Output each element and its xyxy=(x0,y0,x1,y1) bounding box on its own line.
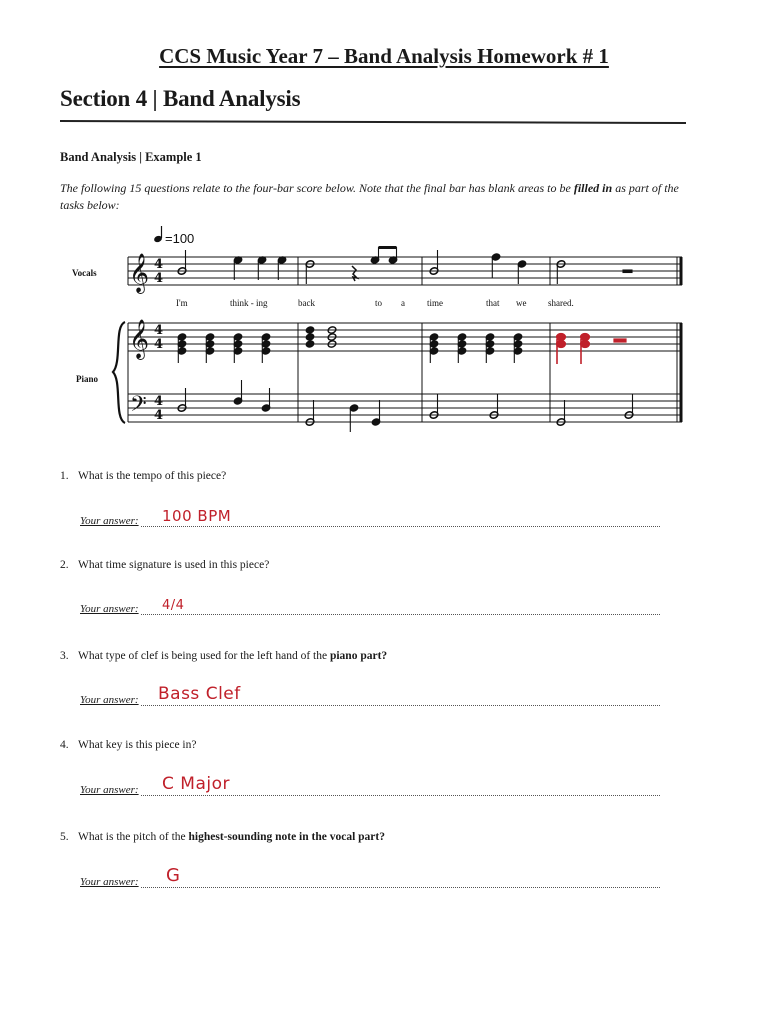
answer-line xyxy=(80,887,660,888)
answer-line xyxy=(80,795,660,796)
answer-line xyxy=(80,705,660,706)
svg-text:4: 4 xyxy=(154,323,164,338)
svg-text:4: 4 xyxy=(154,394,164,409)
answer-row-1[interactable] xyxy=(80,509,660,529)
section-heading: Section 4 | Band Analysis xyxy=(60,86,301,111)
question-number: 3. xyxy=(60,650,69,662)
vocal-time-signature xyxy=(154,257,163,286)
vocals-label: Vocals xyxy=(72,268,97,278)
svg-text:4: 4 xyxy=(154,408,164,423)
answer-row-4[interactable] xyxy=(80,774,660,798)
intro-text-end: as part of the tasks below: xyxy=(60,181,679,212)
answer-label: Your answer: xyxy=(80,694,139,706)
handwritten-answer[interactable]: C Major xyxy=(162,774,230,794)
question-text: What is the pitch of the xyxy=(78,831,189,843)
piano-treble-time-signature xyxy=(154,323,163,352)
piano-bass-clef: 𝄢 xyxy=(130,392,147,422)
piano-label: Piano xyxy=(76,374,99,384)
lyric-word: think - ing xyxy=(230,298,268,308)
answer-row-3[interactable] xyxy=(80,684,660,708)
lyrics xyxy=(176,298,574,308)
answer-label: Your answer: xyxy=(80,784,139,796)
question-number: 1. xyxy=(60,470,69,482)
question-text: What key is this piece in? xyxy=(78,739,197,751)
question-3 xyxy=(60,650,387,662)
lyric-word: that xyxy=(486,298,500,308)
svg-text:4: 4 xyxy=(154,271,164,286)
filled-in-chords xyxy=(557,334,627,365)
intro-text-start: The following 15 questions relate to the four-bar score below. Note that the final bar has blank areas to be xyxy=(60,181,574,195)
answer-label: Your answer: xyxy=(80,876,139,888)
handwritten-answer[interactable]: 100 BPM xyxy=(162,507,232,525)
answer-label: Your answer: xyxy=(80,515,139,527)
question-4 xyxy=(60,739,196,751)
answer-line xyxy=(80,614,660,615)
lyric-word: we xyxy=(516,298,527,308)
question-2 xyxy=(60,559,269,571)
vocal-treble-clef: 𝄞 xyxy=(129,253,150,293)
lyric-word: back xyxy=(298,298,315,308)
question-1 xyxy=(60,470,226,482)
question-text-emphasis: piano part? xyxy=(329,650,388,662)
handwritten-answer[interactable]: Bass Clef xyxy=(158,684,241,704)
answer-line xyxy=(80,526,660,527)
lyric-word: to xyxy=(375,298,383,308)
piano-treble-clef: 𝄞 xyxy=(129,319,150,359)
handwritten-answer[interactable]: 4/4 xyxy=(162,598,185,613)
intro-text xyxy=(60,180,692,214)
answer-row-5[interactable] xyxy=(80,865,660,890)
lyric-word: a xyxy=(401,298,405,308)
question-text: What is the tempo of this piece? xyxy=(78,470,227,482)
example-title: Band Analysis | Example 1 xyxy=(60,150,202,164)
lyric-word: time xyxy=(427,298,443,308)
question-number: 2. xyxy=(60,559,69,571)
answer-row-2[interactable] xyxy=(80,597,660,617)
intro-text-emphasis: filled in xyxy=(573,181,613,195)
piano-bass-time-signature xyxy=(154,394,163,423)
piano-bass-staff xyxy=(128,394,682,422)
handwritten-answer[interactable]: G xyxy=(166,865,181,886)
section-rule xyxy=(60,120,686,124)
tempo-marking xyxy=(153,226,194,246)
question-text-emphasis: highest-sounding note in the vocal part? xyxy=(188,831,385,843)
question-number: 5. xyxy=(60,831,69,843)
tempo-value: =100 xyxy=(165,231,195,246)
vocal-staff xyxy=(128,257,682,285)
question-text: What type of clef is being used for the left hand of the xyxy=(78,650,330,662)
question-number: 4. xyxy=(60,739,69,751)
page-title: CCS Music Year 7 – Band Analysis Homework # 1 xyxy=(159,44,609,68)
lyric-word: I'm xyxy=(176,298,188,308)
answer-label: Your answer: xyxy=(80,603,139,615)
lyric-word: shared. xyxy=(548,298,574,308)
piano-bass-notes xyxy=(177,380,634,432)
music-score xyxy=(70,222,690,440)
question-5 xyxy=(60,831,385,843)
svg-text:4: 4 xyxy=(154,337,164,352)
question-text: What time signature is used in this piece? xyxy=(78,559,270,571)
grand-staff-brace xyxy=(113,322,125,423)
svg-text:4: 4 xyxy=(154,257,164,272)
